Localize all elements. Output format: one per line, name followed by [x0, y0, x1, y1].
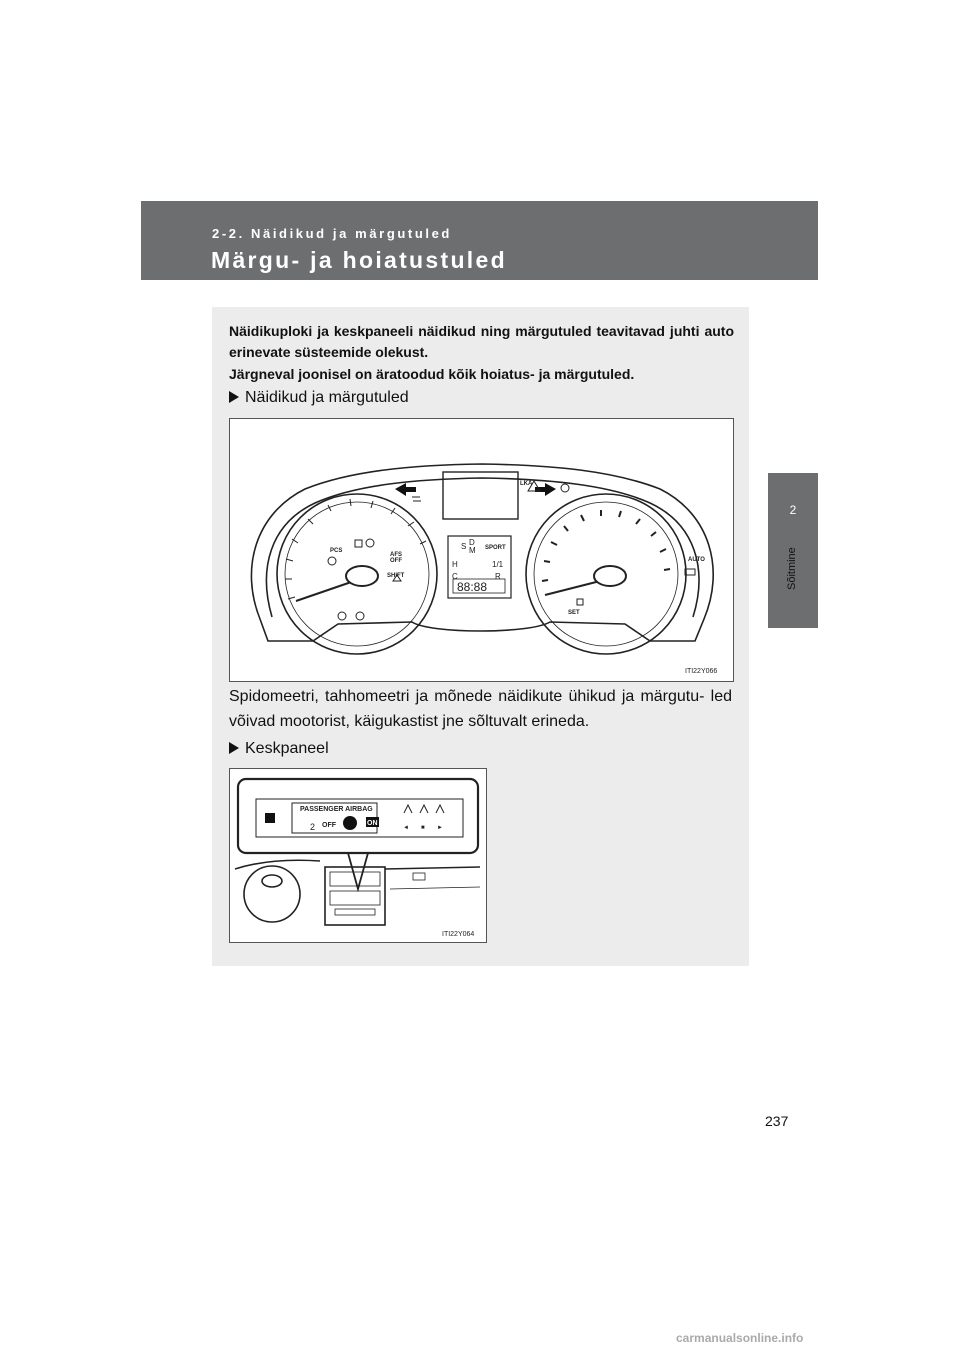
- parking-brake-icon: [577, 599, 583, 605]
- chapter-tab-label: Sõitmine: [786, 547, 798, 590]
- watermark: carmanualsonline.info: [676, 1331, 804, 1345]
- center-panel-drawing: [230, 769, 486, 942]
- page-number: 237: [765, 1113, 789, 1129]
- seat-heater-left-icon: [404, 805, 412, 813]
- seat-heater-right-icon: [436, 805, 444, 813]
- subhead-gauges: [229, 389, 409, 407]
- units-note: Spidomeetri, tahhomeetri ja mõnede näidikute ühikud ja märgutu- led võivad mootorist, käigukastist jne sõltuvalt erineda.: [229, 688, 732, 730]
- abs-warning-icon: [356, 612, 364, 620]
- brake-warning-icon: [366, 539, 374, 547]
- seat-heater-center-icon: [420, 805, 428, 813]
- center-panel-figure: [229, 768, 487, 943]
- fuel-c-label: C: [452, 572, 458, 581]
- gear-s-label: S: [461, 542, 467, 551]
- odometer-display: 88:88: [457, 580, 488, 594]
- lka-label: LKA: [520, 481, 533, 487]
- instrument-cluster-drawing: [230, 419, 733, 681]
- shift-label: SHIFT: [387, 573, 405, 579]
- airbag-off-label: OFF: [322, 822, 336, 829]
- subhead-center-panel-label: Keskpaneel: [245, 740, 329, 757]
- turn-right-indicator-icon: [535, 483, 556, 496]
- page-title: Märgu- ja hoiatustuled: [211, 247, 507, 273]
- pcs-label: PCS: [330, 548, 343, 554]
- airbag-on-label: ON: [367, 820, 378, 827]
- intro-paragraph-2: Järgneval joonisel on äratoodud kõik hoiatus- ja märgutuled.: [229, 366, 635, 382]
- figure2-code: ITI22Y064: [442, 931, 475, 938]
- airbag-off-icon: [343, 816, 357, 830]
- pcs-warning-icon: [355, 540, 362, 547]
- trip-label: 1/1: [492, 560, 504, 569]
- figure1-code: ITI22Y066: [685, 668, 718, 675]
- subhead-gauges-label: Näidikud ja märgutuled: [245, 389, 409, 406]
- instrument-cluster-figure: [229, 418, 734, 682]
- oil-pressure-icon: [338, 612, 346, 620]
- tire-pressure-icon: [328, 557, 336, 565]
- seat-number-label: 2: [310, 822, 316, 832]
- headlight-icon: [412, 497, 421, 501]
- afs-off-label: OFF: [390, 558, 402, 564]
- intro-paragraph: Näidikuploki ja keskpaneeli näidikud ning märgutuled teavitavad juhti auto erinevate süsteemide olekust.: [229, 323, 734, 360]
- chapter-tab-number: 2: [789, 503, 797, 517]
- lock-icon: [265, 813, 275, 823]
- fuel-h-label: H: [452, 560, 458, 569]
- afs-label: AFS: [390, 552, 402, 558]
- turn-left-indicator-icon: [395, 483, 416, 496]
- left-arrow-label: ◄: [403, 825, 409, 831]
- sport-label: SPORT: [485, 545, 506, 551]
- passenger-airbag-label: PASSENGER AIRBAG: [300, 806, 373, 813]
- gear-m-label: M: [469, 546, 476, 555]
- set-label: SET: [568, 610, 580, 616]
- subhead-center-panel: [229, 740, 329, 758]
- triangle-bullet-icon: [229, 391, 239, 403]
- gear-d-label: D: [469, 538, 475, 547]
- center-mark-label: ■: [421, 825, 425, 831]
- trip-r-label: R: [495, 572, 501, 581]
- triangle-bullet-icon: [229, 742, 239, 754]
- cruise-indicator-icon: [561, 484, 569, 492]
- section-label: 2-2. Näidikud ja märgutuled: [212, 226, 452, 241]
- auto-label: AUTO: [688, 557, 705, 563]
- right-arrow-label: ►: [437, 825, 443, 831]
